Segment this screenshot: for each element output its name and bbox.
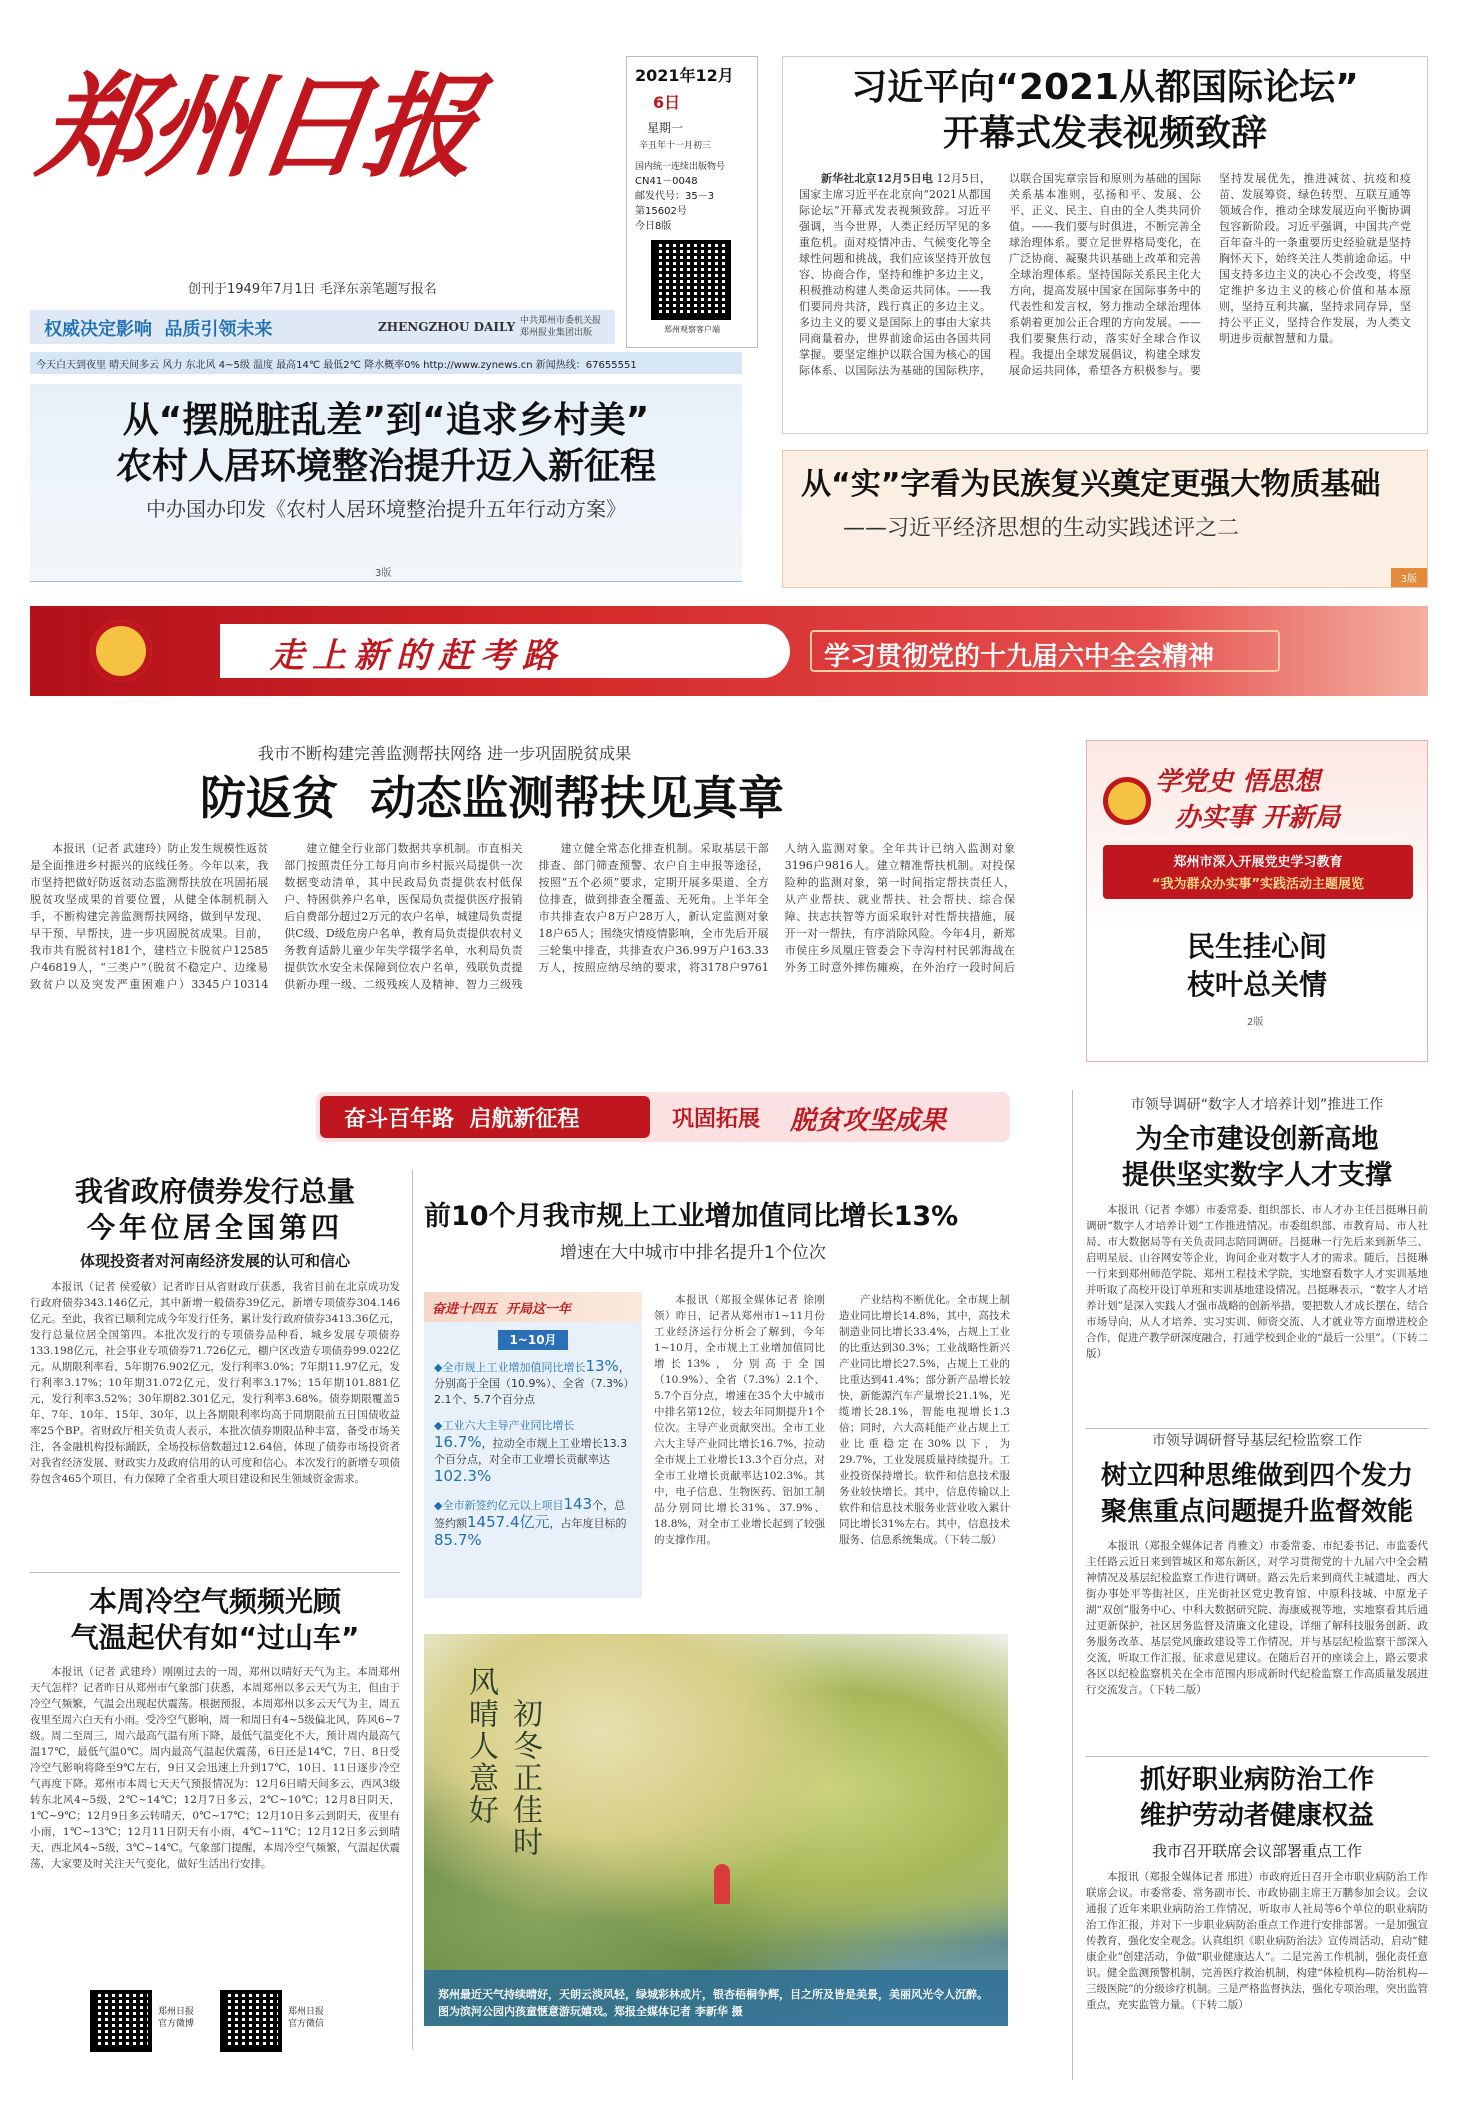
industry-box-item-2: ◆工业六大主导产业同比增长16.7%，拉动全市规上工业增长13.3个百分点，对全市工业增长贡献率达102.3%	[434, 1419, 628, 1485]
date-box	[626, 56, 758, 348]
date-pages: 今日8版	[635, 221, 672, 232]
date-weekday: 星期一	[647, 121, 684, 135]
economy-sub: ——习近平经济思想的生动实践述评之二	[843, 516, 1240, 541]
campaign-right-text: 脱贫攻坚成果	[790, 1106, 947, 1136]
masthead	[30, 30, 630, 310]
rural-title-2: 农村人居环境整治提升迈入新征程	[115, 446, 656, 487]
occupational-title-1: 抓好职业病防治工作	[1139, 1765, 1374, 1795]
banner-left-text: 走上新的赶考路	[270, 636, 564, 676]
rural-page-ref[interactable]: 3版	[375, 568, 392, 579]
masthead-english: ZHENGZHOU DAILY	[378, 320, 516, 334]
digital-title-2: 提供坚实数字人才支撑	[1122, 1160, 1392, 1191]
industry-title: 前10个月我市规上工业增加值同比增长13%	[424, 1201, 959, 1232]
occupational-title-2: 维护劳动者健康权益	[1139, 1801, 1374, 1831]
divider-left-h	[30, 1572, 400, 1573]
economy-story	[782, 450, 1428, 588]
party-emblem-icon	[90, 620, 152, 682]
poverty-kicker: 我市不断构建完善监测帮扶网络 进一步巩固脱贫成果	[258, 744, 632, 763]
photo-child-figure	[714, 1864, 730, 1904]
occupational-sub: 我市召开联席会议部署重点工作	[1151, 1842, 1362, 1860]
date-post: 邮发代号：35－3	[635, 191, 715, 202]
lead-story	[782, 56, 1428, 434]
campaign-banner	[316, 1092, 1010, 1142]
cold-body: 本报讯（记者 武建玲）刚刚过去的一周，郑州以晴好天气为主。本周郑州天气怎样？记者昨日从郑州市气象部门获悉，本周郑州以多云天气为主，但由于冷空气频繁，气温会出现起伏震荡。根据预报，本周郑州以多云天气为主，周五夜里至周六白天有小雨。受冷空气影响，周一和周日有4~5级偏北风，阵风6~7级。周二至周三，周六最高气温有所下降，最低气温变化不大，预计周内最高气温17℃，最低气温0℃。周内最高气温起伏震荡，6日还是14℃，7日、8日受冷空气影响将降至9℃左右，9日又会迅速上升到17℃，10日、11日逐步冷空气再度下降。郑州市本周七天天气预报情况为：12月6日晴天间多云，西风3级转东北风4~5级，2℃~14℃；12月7日多云，2℃~10℃；12月8日阴天，1℃~9℃；12月9日多云转晴天，0℃~17℃；12月10日多云到阴天，夜里有小雨，1℃~13℃；12月11日阴天有小雨，4℃~11℃；12月12日多云到晴天，西北风4~5级，3℃~14℃。气象部门提醒，本周冷空气频繁，气温起伏震荡，大家要及时关注天气变化，做好生活出行安排。	[30, 1666, 400, 1870]
date-issue: 第15602号	[635, 206, 687, 217]
photo-poem-2: 风晴人意好	[463, 1666, 498, 1826]
wechat-qr-label: 郑州日报 官方微信	[288, 2007, 325, 2029]
park-photo	[424, 1634, 1008, 2026]
date-cn: 国内统一连续出版物号	[635, 162, 726, 172]
party-box-title-2: 办实事 开新局	[1175, 803, 1341, 833]
masthead-founded: 创刊于1949年7月1日 毛泽东亲笔题写报名	[188, 282, 437, 297]
campaign-left-text: 奋斗百年路 启航新征程	[344, 1107, 580, 1132]
poverty-col-2: 建立健全行业部门数据共享机制。市直相关部门按照责任分工每月向市乡村振兴局提供一次数据变动清单，其中民政局负责提供农村低保户、特困供养户名单，医保局负责提供医疗报销后自费部分超过2万元的农户名单，城建局负责提供C级、D级危房户名单，教育局负责提供农村义务教育适龄儿童少年失学辍学名单，水利局负责提供饮水安全未保障到位农户名单，残联负责提供新办理一级、二级残疾人及精神、智力三级残	[284, 842, 523, 991]
poverty-col-3: 建立健全常态化排查机制。采取基层干部排查、部门筛查预警、农户自主申报等途径，按照“五个必须”要求，定期开展多渠道、全方位排查，做到排查全覆盖、无死角。上半年全市共排查农户8万户28万人，新认定监测对象18户65人；围绕灾情疫情影响，全市先后开展三轮集中排查，共排查农户36.99万户163.33万人，按照应纳尽纳的要求，将3178户9761人纳入监测对象。全年共计已纳入监测对象3196户9816人。建立精准帮扶机制。对投保险种的监测对象，第一时间指定帮扶责任人，从产业帮扶、就业帮扶、社会帮扶、综合保障、扶志扶智等方面采取针对性帮扶措施，展开一对一帮扶，有序消除风险。今年4月，新郑市侯庄乡凤凰庄管委会下寺沟村村民郭海战在外务工时意外摔伤瘫痪，在外治疗一段时间后	[538, 842, 1015, 974]
economy-page-ref[interactable]: 3版	[1391, 568, 1427, 587]
date-day: 6日	[653, 93, 681, 112]
party-banner	[30, 606, 1428, 696]
cold-story	[30, 1584, 400, 1964]
lead-dateline: 新华社北京12月5日电	[821, 172, 933, 185]
masthead-slogan: 权威决定影响 品质引领未来	[44, 319, 273, 340]
date-lunar: 辛丑年十一月初三	[639, 141, 712, 151]
divider-right	[1072, 1090, 1073, 2080]
party-history-box	[1086, 740, 1428, 1062]
industry-box-head: 1~10月	[498, 1330, 568, 1350]
divider-right-h1	[1086, 1428, 1428, 1429]
industry-box-item-1: ◆全市规上工业增加值同比增长13%，分别高于全国（10.9%）、全省（7.3%）2.1个、5.7个百分点	[434, 1357, 630, 1406]
discipline-title-1: 树立四种思维做到四个发力	[1100, 1461, 1413, 1491]
poverty-body	[30, 840, 1015, 992]
rural-story	[30, 384, 742, 582]
industry-col-1: 本报讯（郑报全媒体记者 徐刚领）昨日，记者从郑州市1~11月份工业经济运行分析会了解到，今年1~10月，全市规上工业增加值同比增长13%，分别高于全国（10.9%）、全省（7.3%）2.1个、5.7个百分点，增速在35个大中城市中排名第12位，较去年同期提升1个位次。主导产业贡献突出。全市工业六大主导产业同比增长16.7%，拉动全市规上工业增长13.3个百分点，对全市工业增长贡献率达102.3%。其中，电子信息、生物医药、铝加工制品分别同比增长31%、37.9%、18.8%，对全市工业增长起到了较强的支撑作用。	[654, 1294, 825, 1546]
party-box-sub-1: 郑州市深入开展党史学习教育	[1173, 855, 1343, 870]
party-box-head-2: 枝叶总关情	[1186, 968, 1327, 1001]
rural-title-1: 从“摆脱脏乱差”到“追求乡村美”	[122, 400, 650, 441]
wechat-qr-code[interactable]	[220, 1990, 282, 2052]
poverty-title: 防返贫 动态监测帮扶见真章	[200, 771, 785, 825]
bonds-sub: 体现投资者对河南经济发展的认可和信心	[79, 1252, 350, 1270]
campaign-mid-text: 巩固拓展	[672, 1107, 761, 1132]
industry-sub: 增速在大中城市中排名提升1个位次	[560, 1243, 826, 1263]
qr-caption: 郑州观察客户端	[664, 325, 720, 334]
discipline-title-2: 聚焦重点问题提升监督效能	[1100, 1497, 1413, 1527]
bonds-body: 本报讯（记者 侯爱敏）记者昨日从省财政厅获悉，我省目前在北京成功发行政府债券343.146亿元，其中新增一般债券39亿元，新增专项债券304.146亿元。至此，我省已顺利完成今年发行任务，累计发行政府债券3413.36亿元，发行总量位居全国第四。本批次发行的专项债券品种看，城乡发展专项债券133.198亿元，社会事业专项债券71.726亿元，棚户区改造专项债券99.022亿元。从期限利率看，5年期76.902亿元，发行利率3.0%；7年期11.97亿元，发行利率3.17%；10年期31.072亿元，发行利率3.17%；15年期101.881亿元，发行利率3.52%；30年期82.301亿元，发行利率3.68%。债券期限覆盖5年、7年、10年、15年、30年，以上各期限利率均高于同期限前五日国债收益率25个BP。省财政厅相关负责人表示，本批次债券期限品种丰富，备受市场关注，各金融机构投标踊跃，全场投标倍数超过12.64倍，体现了债券市场投资者对我省经济发展、财政实力及政府信用的认可度和信心。本次发行的新增专项债券包含465个项目，有力保障了全省重大项目建设和民生领域资金需求。	[30, 1281, 400, 1485]
digital-body: 本报讯（记者 李娜）市委常委、组织部长、市人才办主任吕挺琳日前调研“数字人才培养计划”工作推进情况。市委组织部、市教育局、市人社局、市大数据局等有关负责同志陪同调研。吕挺琳一行先后来到新华三、启明星辰、山谷网安等企业，询问企业对数字人才的需求。随后，吕挺琳一行来到郑州师范学院、郑州工程技术学院，实地察看数字人才实训基地并听取了高校开设订单班和实训基地建设情况。吕挺琳表示，“数字人才培养计划”是深入实践人才强市战略的创新举措，要把数人才成长摆在，结合市场导向，从人才培养、实习实训、师资交流、人才就业等方面增进校企合作，促进产教学研深度融合，打通学校到企业的“最后一公里”。（下转二版）	[1086, 1204, 1428, 1360]
lead-title-1: 习近平向“2021从都国际论坛”	[851, 67, 1359, 108]
industry-highlight-box	[424, 1322, 642, 1598]
date-year-month: 2021年12月	[635, 66, 734, 85]
occupational-body: 本报讯（郑报全媒体记者 邢进）市政府近日召开全市职业病防治工作联席会议。市委常委、常务副市长、市政协副主席王万鹏参加会议。会议通报了近年来职业病防治工作情况，听取市人社局等6个单位的职业病防治工作汇报，并对下一步职业病防治重点工作进行安排部署。一是加强宣传教育，强化安全观念。认真组织《职业病防治法》宣传周活动，启动“健康企业”创建活动，争做“职业健康达人”。二是完善工作机制，强化责任意识。健全监测预警机制，完善医疗救治机制，构建“体检机构—防治机构—三级医院”的分级诊疗机制。三是严格监督执法，强化专项治理，突出监管重点，充实监管力量。（下转二版）	[1086, 1871, 1428, 2011]
digital-story	[1086, 1094, 1428, 1424]
party-box-page-ref[interactable]: 2版	[1247, 1017, 1264, 1028]
masthead-name: 郑州日报	[31, 62, 482, 193]
weibo-qr-label: 郑州日报 官方微博	[158, 2007, 195, 2029]
poverty-col-1: 本报讯（记者 武建玲）防止发生规模性返贫是全面推进乡村振兴的底线任务。今年以来，我市坚持把做好防返贫动态监测帮扶放在巩固拓展脱贫攻坚成果的首要位置，从健全体制机制入手，不断构建完善监测帮扶网络，做到早发现、早干预、早帮扶，进一步巩固脱贫成果。目前，我市共有脱贫村181个，建档立卡脱贫户12585户46819人，“三类户”（脱贫不稳定户、边缘易致贫户以及突发严重困难户）3345户10314	[30, 842, 269, 991]
photo-poem-1: 初冬正佳时	[507, 1698, 542, 1858]
banner-right-text: 学习贯彻党的十九届六中全会精神	[824, 642, 1215, 672]
weather-text: 今天白天到夜里 晴天间多云 风力 东北风 4~5级 温度 最高14℃ 最低2℃ 降水概率0% http://www.zynews.cn 新闻热线：67655551	[36, 360, 637, 371]
rural-sub: 中办国办印发《农村人居环境整治提升五年行动方案》	[146, 497, 626, 521]
party-box-sub-2: “我为群众办实事”实践活动主题展览	[1151, 877, 1365, 892]
industry-box-item-3: ◆全市新签约亿元以上项目143个，总签约额1457.4亿元，占年度目标的85.7%	[434, 1495, 627, 1549]
lead-body-text: 12月5日，国家主席习近平在北京向“2021从都国际论坛”开幕式发表视频致辞。习近平强调，当今世界，人类正经历罕见的多重危机。面对疫情冲击、气候变化等全球性问题和挑战，我们应该坚持开放包容、协商合作，坚持和维护多边主义，积极推动构建人类命运共同体。——我们要同舟共济，践行真正的多边主义。多边主义的要义是国际上的事由大家共同商量着办，世界前途命运由各国共同掌握。要坚定维护以联合国为核心的国际体系、以国际法为基础的国际秩序，以联合国宪章宗旨和原则为基础的国际关系基本准则，弘扬和平、发展、公平、正义、民主、自由的全人类共同价值。——我们要与时俱进，不断完善全球治理体系。要立足世界格局变化，在广泛协商、凝聚共识基础上改革和完善全球治理体系。坚持国际关系民主化大方向，提高发展中国家在国际事务中的代表性和发言权，努力推动全球治理体系朝着更加公正合理的方向发展。——我们要聚焦行动，落实好全球合作议程。我提出全球发展倡议，构建全球发展命运共同体，希望各方积极参与。要坚持发展优先，推进减贫、抗疫和疫苗、发展筹资、绿色转型、互联互通等领域合作，推动全球发展迈向平衡协调包容新阶段。习近平强调，中国共产党百年奋斗的一条重要历史经验就是坚持胸怀天下，始终关注人类前途命运。中国支持多边主义的决心不会改变，将坚定维护多边主义的核心价值和基本原则，坚持互利共赢，坚持求同存异，坚持公平正义，坚持合作发展，为人类文明进步贡献智慧和力量。	[799, 172, 1411, 377]
date-issn: CN41－0048	[635, 176, 698, 187]
occupational-story	[1086, 1762, 1428, 2082]
divider-left	[412, 1170, 413, 2050]
lead-body	[799, 171, 1411, 421]
bonds-title-1: 我省政府债券发行总量	[74, 1175, 355, 1208]
party-box-title-1: 学党史 悟思想	[1155, 767, 1321, 797]
industry-kicker: 奋进十四五 开局这一年	[432, 1302, 572, 1317]
party-box-head-1: 民生挂心间	[1186, 930, 1327, 963]
bonds-story	[30, 1174, 400, 1554]
bonds-title-2: 今年位居全国第四	[86, 1211, 343, 1244]
industry-kicker-bar	[424, 1292, 642, 1322]
economy-title: 从“实”字看为民族复兴奠定更强大物质基础	[801, 467, 1381, 502]
photo-caption: 郑州最近天气持续晴好，天朗云淡风轻，绿城彩林成片，银杏梧桐争辉，目之所及皆是美景，美丽风光令人沉醉。图为滨河公园内孩童惬意游玩嬉戏。郑报全媒体记者 李新华 摄	[438, 1988, 988, 2018]
cold-title-1: 本周冷空气频频光顾	[88, 1585, 341, 1618]
cold-title-2: 气温起伏有如“过山车”	[70, 1621, 360, 1654]
lead-title-2: 开幕式发表视频致辞	[942, 113, 1267, 154]
industry-body	[654, 1292, 1010, 1602]
discipline-kicker: 市领导调研督导基层纪检监察工作	[1152, 1433, 1362, 1449]
divider-right-h2	[1086, 1756, 1428, 1757]
industry-col-2: 产业结构不断优化。全市规上制造业同比增长14.8%，其中，高技术制造业同比增长33.4%，占规上工业的比重达到30.3%；工业战略性新兴产业同比增长27.5%，占规上工业的比重达到41.4%；部分新产品增长较快，新能源汽车产量增长21.1%，光缆增长28.1%，智能电视增长1.3倍；同时，六大高耗能产业占规上工业比重稳定在30%以下，为29.7%，工业发展质量持续提升。工业投资保持增长。软件和信息技术服务业较快增长。其中，信息传输以上软件和信息技术服务业营业收入累计同比增长31%左右。其中，信息技术服务、信息系统集成。（下转二版）	[839, 1294, 1010, 1546]
party-emblem-small-icon	[1103, 777, 1151, 825]
digital-kicker: 市领导调研“数字人才培养计划”推进工作	[1130, 1097, 1384, 1113]
discipline-body: 本报讯（郑报全媒体记者 肖雅文）市委常委、市纪委书记、市监委代主任路云近日来到管城区和郑东新区，对学习贯彻党的十九届六中全会精神情况及基层纪检监察工作进行调研。路云先后来到商代主城遗址、西大街办事处平等街社区，庄光街社区党史教育馆、中原科技城、中原龙子湖“双创”服务中心、中科大数据研究院、海康威视等地，实地察看其后通过更新保护，社区居务监督及清廉文化建设，详细了解科技服务创新、政务服务改革、基层党风廉政建设等工作情况，并与基层纪检监察干部深入交流，听取工作汇报，征求意见建议。在随后召开的座谈会上，路云要求各区以纪检监察机关在全市范围内形成新时代纪检监察工作高质量发展进行交流发言。（下转二版）	[1086, 1540, 1428, 1696]
app-qr-code[interactable]	[651, 240, 731, 320]
weibo-qr-code[interactable]	[90, 1990, 152, 2052]
discipline-story	[1086, 1430, 1428, 1750]
digital-title-1: 为全市建设创新高地	[1135, 1124, 1379, 1155]
masthead-publisher: 中共郑州市委机关报 郑州报业集团出版	[520, 316, 602, 338]
